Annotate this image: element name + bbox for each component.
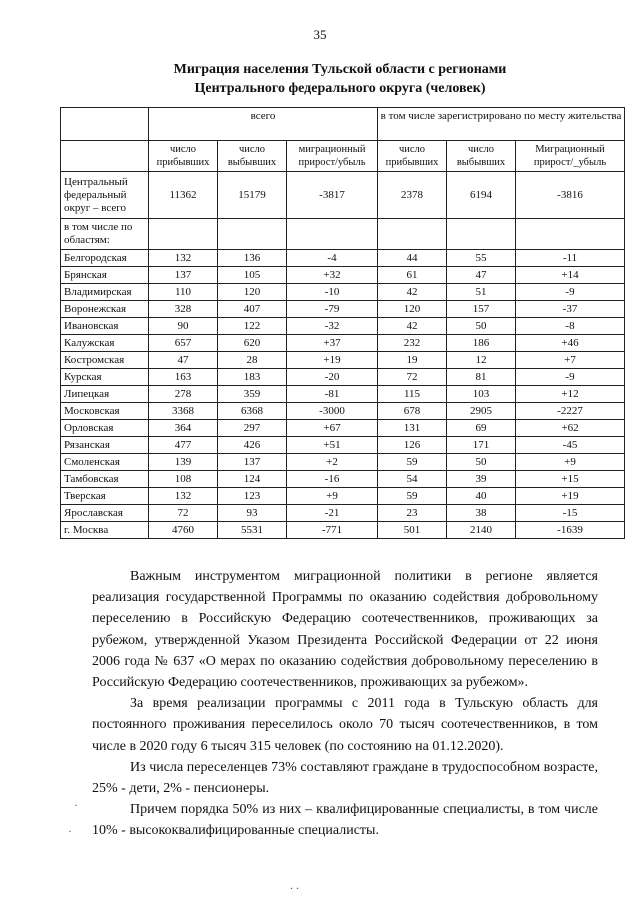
table-cell: 124 (218, 471, 287, 488)
table-cell: 136 (218, 250, 287, 267)
table-cell: 126 (378, 437, 447, 454)
table-cell: 359 (218, 386, 287, 403)
corner-cell-2 (61, 141, 149, 172)
table-cell: +51 (287, 437, 378, 454)
empty-cell (447, 219, 516, 250)
table-cell: -37 (516, 301, 625, 318)
subheader-net-migration: миграционный прирост/убыль (287, 141, 378, 172)
table-cell: +14 (516, 267, 625, 284)
table-cell: 90 (149, 318, 218, 335)
table-row (61, 403, 625, 420)
table-cell: -79 (287, 301, 378, 318)
table-cell: -771 (287, 522, 378, 539)
region-name: Владимирская (61, 284, 149, 301)
table-cell: 59 (378, 454, 447, 471)
body-text (92, 566, 598, 842)
table-cell: 3368 (149, 403, 218, 420)
region-name: Курская (61, 369, 149, 386)
table-cell: 110 (149, 284, 218, 301)
table-cell: -45 (516, 437, 625, 454)
header-registered: в том числе зарегистрировано по месту жительства (378, 108, 625, 141)
region-name: Липецкая (61, 386, 149, 403)
table-cell: 122 (218, 318, 287, 335)
empty-cell (149, 219, 218, 250)
table-cell: 39 (447, 471, 516, 488)
table-cell: 115 (378, 386, 447, 403)
table-cell: -2227 (516, 403, 625, 420)
table-cell: -32 (287, 318, 378, 335)
table-cell: 426 (218, 437, 287, 454)
header-total: всего (149, 108, 378, 141)
region-name: Тамбовская (61, 471, 149, 488)
region-name: Смоленская (61, 454, 149, 471)
table-cell: 44 (378, 250, 447, 267)
table-cell: 23 (378, 505, 447, 522)
table-cell: 131 (378, 420, 447, 437)
table-cell: +19 (516, 488, 625, 505)
table-cell: 2378 (378, 172, 447, 219)
table-cell: 50 (447, 318, 516, 335)
table-row (61, 352, 625, 369)
table-row (61, 318, 625, 335)
subhead-row (61, 219, 625, 250)
table-cell: 12 (447, 352, 516, 369)
table-cell: -1639 (516, 522, 625, 539)
table-cell: -16 (287, 471, 378, 488)
table-cell: 139 (149, 454, 218, 471)
migration-table (60, 107, 625, 539)
empty-cell (287, 219, 378, 250)
paragraph-program: Важным инструментом миграционной политики в регионе является реализация государственной Программы по оказанию содействия добровольному переселению в Российскую Федерацию соотечественников, проживающих за рубежом, утвержденной Указом Президента Российской Федерации от 22 июня 2006 года № 637 «О мерах по оказанию содействия добровольному переселению в Российскую Федерацию соотечественников, проживающих за рубежом». (92, 569, 598, 691)
table-cell: 51 (447, 284, 516, 301)
region-name: Костромская (61, 352, 149, 369)
table-row (61, 505, 625, 522)
paragraph-age: Из числа переселенцев 73% составляют граждане в трудоспособном возрасте, 25% - дети, 2% - пенсионеры. (92, 759, 598, 797)
table-row (61, 386, 625, 403)
table-row (61, 301, 625, 318)
table-row (61, 250, 625, 267)
table-cell: 105 (218, 267, 287, 284)
table-cell: 163 (149, 369, 218, 386)
table-row (61, 522, 625, 539)
table-cell: 120 (218, 284, 287, 301)
table-cell: 6368 (218, 403, 287, 420)
table-cell: 657 (149, 335, 218, 352)
table-cell: 47 (149, 352, 218, 369)
table-cell: -3816 (516, 172, 625, 219)
table-cell: 38 (447, 505, 516, 522)
subheader-arrived: число прибывших (149, 141, 218, 172)
table-row (61, 454, 625, 471)
table-row (61, 369, 625, 386)
table-cell: 5531 (218, 522, 287, 539)
table-cell: 186 (447, 335, 516, 352)
table-cell: -3817 (287, 172, 378, 219)
subheader-departed: число выбывших (218, 141, 287, 172)
table-row (61, 284, 625, 301)
table-cell: +32 (287, 267, 378, 284)
table-cell: 232 (378, 335, 447, 352)
table-cell: +12 (516, 386, 625, 403)
table-cell: +19 (287, 352, 378, 369)
table-cell: -3000 (287, 403, 378, 420)
table-cell: 137 (149, 267, 218, 284)
region-name: Московская (61, 403, 149, 420)
table-cell: 15179 (218, 172, 287, 219)
table-cell: -21 (287, 505, 378, 522)
table-cell: 55 (447, 250, 516, 267)
table-cell: 123 (218, 488, 287, 505)
empty-cell (218, 219, 287, 250)
table-cell: 47 (447, 267, 516, 284)
table-cell: -9 (516, 284, 625, 301)
table-cell: 40 (447, 488, 516, 505)
table-cell: 620 (218, 335, 287, 352)
table-row (61, 488, 625, 505)
table-cell: 103 (447, 386, 516, 403)
table-cell: 42 (378, 284, 447, 301)
table-cell: 72 (149, 505, 218, 522)
table-cell: -11 (516, 250, 625, 267)
table-cell: 2140 (447, 522, 516, 539)
table-cell: -81 (287, 386, 378, 403)
table-cell: 501 (378, 522, 447, 539)
table-cell: +9 (516, 454, 625, 471)
table-cell: 328 (149, 301, 218, 318)
table-cell: 69 (447, 420, 516, 437)
table-cell: 183 (218, 369, 287, 386)
table-cell: +15 (516, 471, 625, 488)
district-row (61, 172, 625, 219)
table-cell: -20 (287, 369, 378, 386)
region-name: Ивановская (61, 318, 149, 335)
table-cell: 61 (378, 267, 447, 284)
table-cell: 11362 (149, 172, 218, 219)
table-cell: 132 (149, 250, 218, 267)
table-row (61, 471, 625, 488)
page-title (90, 60, 590, 98)
page-number: 35 (313, 27, 327, 42)
table-cell: 278 (149, 386, 218, 403)
region-name: Ярославская (61, 505, 149, 522)
table-cell: 54 (378, 471, 447, 488)
table-cell: 477 (149, 437, 218, 454)
table-cell: +7 (516, 352, 625, 369)
table-row (61, 437, 625, 454)
subhead-label: в том числе по областям: (61, 219, 149, 250)
table-cell: 50 (447, 454, 516, 471)
table-cell: 407 (218, 301, 287, 318)
table-row (61, 420, 625, 437)
table-cell: 42 (378, 318, 447, 335)
scan-dot: · (68, 824, 72, 838)
paragraph-resettlement: За время реализации программы с 2011 года в Тульскую область для постоянного проживания переселилось около 70 тысяч соотечественников, в том числе в 2020 году 6 тысяч 315 человек (по состоянию на 01.12.2020). (92, 696, 598, 754)
subheader-registered-net: Миграционный прирост/_убыль (516, 141, 625, 172)
table-cell: 4760 (149, 522, 218, 539)
table-cell: 59 (378, 488, 447, 505)
title-line-1: Миграция населения Тульской области с регионами (173, 62, 507, 77)
region-name: Воронежская (61, 301, 149, 318)
table-cell: 2905 (447, 403, 516, 420)
table-cell: 678 (378, 403, 447, 420)
region-name: Белгородская (61, 250, 149, 267)
table-cell: -8 (516, 318, 625, 335)
table-cell: -9 (516, 369, 625, 386)
table-cell: +2 (287, 454, 378, 471)
table-cell: +37 (287, 335, 378, 352)
table-cell: +9 (287, 488, 378, 505)
table-cell: 93 (218, 505, 287, 522)
subheader-registered-arrived: число прибывших (378, 141, 447, 172)
region-name: Орловская (61, 420, 149, 437)
region-name: Калужская (61, 335, 149, 352)
table-cell: 19 (378, 352, 447, 369)
table-cell: 28 (218, 352, 287, 369)
table-cell: 137 (218, 454, 287, 471)
table-cell: 364 (149, 420, 218, 437)
table-cell: 6194 (447, 172, 516, 219)
table-cell: -4 (287, 250, 378, 267)
region-name: Тверская (61, 488, 149, 505)
region-name: г. Москва (61, 522, 149, 539)
title-line-2: Центрального федерального округа (человек) (194, 81, 486, 96)
table-cell: 81 (447, 369, 516, 386)
table-cell: 72 (378, 369, 447, 386)
region-name: Брянская (61, 267, 149, 284)
table-cell: +46 (516, 335, 625, 352)
table-cell: 297 (218, 420, 287, 437)
region-name: Рязанская (61, 437, 149, 454)
corner-cell (61, 108, 149, 141)
table-cell: +62 (516, 420, 625, 437)
empty-cell (516, 219, 625, 250)
table-cell: 108 (149, 471, 218, 488)
table-row (61, 335, 625, 352)
table-cell: -15 (516, 505, 625, 522)
table-cell: 171 (447, 437, 516, 454)
table-cell: 132 (149, 488, 218, 505)
scan-dot: . . (290, 878, 299, 892)
subheader-registered-departed: число выбывших (447, 141, 516, 172)
table-cell: +67 (287, 420, 378, 437)
table-row (61, 267, 625, 284)
table-cell: 157 (447, 301, 516, 318)
district-label: Центральный федеральный округ – всего (61, 172, 149, 219)
paragraph-qualification: Причем порядка 50% из них – квалифицированные специалисты, в том числе 10% - высококвалифицированные специалисты. (92, 802, 598, 839)
empty-cell (378, 219, 447, 250)
scan-dot: · (74, 798, 78, 812)
table-cell: 120 (378, 301, 447, 318)
table-cell: -10 (287, 284, 378, 301)
